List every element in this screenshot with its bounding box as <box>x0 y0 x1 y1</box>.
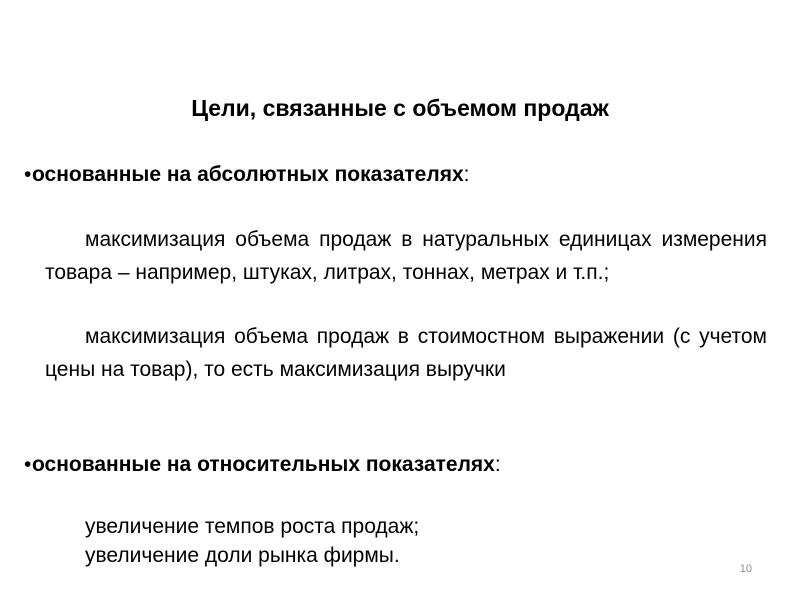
list-item: увеличение доли рынка фирмы. <box>85 544 400 567</box>
bullet-icon: • <box>24 453 32 476</box>
section-heading-absolute <box>24 160 764 190</box>
slide-title: Цели, связанные с объемом продаж <box>191 95 609 121</box>
section-heading-relative <box>24 450 764 480</box>
page-number: 10 <box>739 563 752 575</box>
paragraph-natural-units: максимизация объема продаж в натуральных единицах измерения товара – например, штуках, литрах, тоннах, метрах и т.п.; <box>45 228 767 284</box>
section-heading-colon: : <box>463 163 470 186</box>
section-heading-text: основанные на абсолютных показателях <box>32 163 464 186</box>
section-heading-text: основанные на относительных показателях <box>32 453 495 476</box>
bullet-icon: • <box>24 163 32 186</box>
paragraph-monetary-value: максимизация объема продаж в стоимостном выражении (с учетом цены на товар), то есть максимизация выручки <box>45 325 767 381</box>
list-item: увеличение темпов роста продаж; <box>85 515 420 538</box>
section-heading-colon: : <box>494 453 501 476</box>
